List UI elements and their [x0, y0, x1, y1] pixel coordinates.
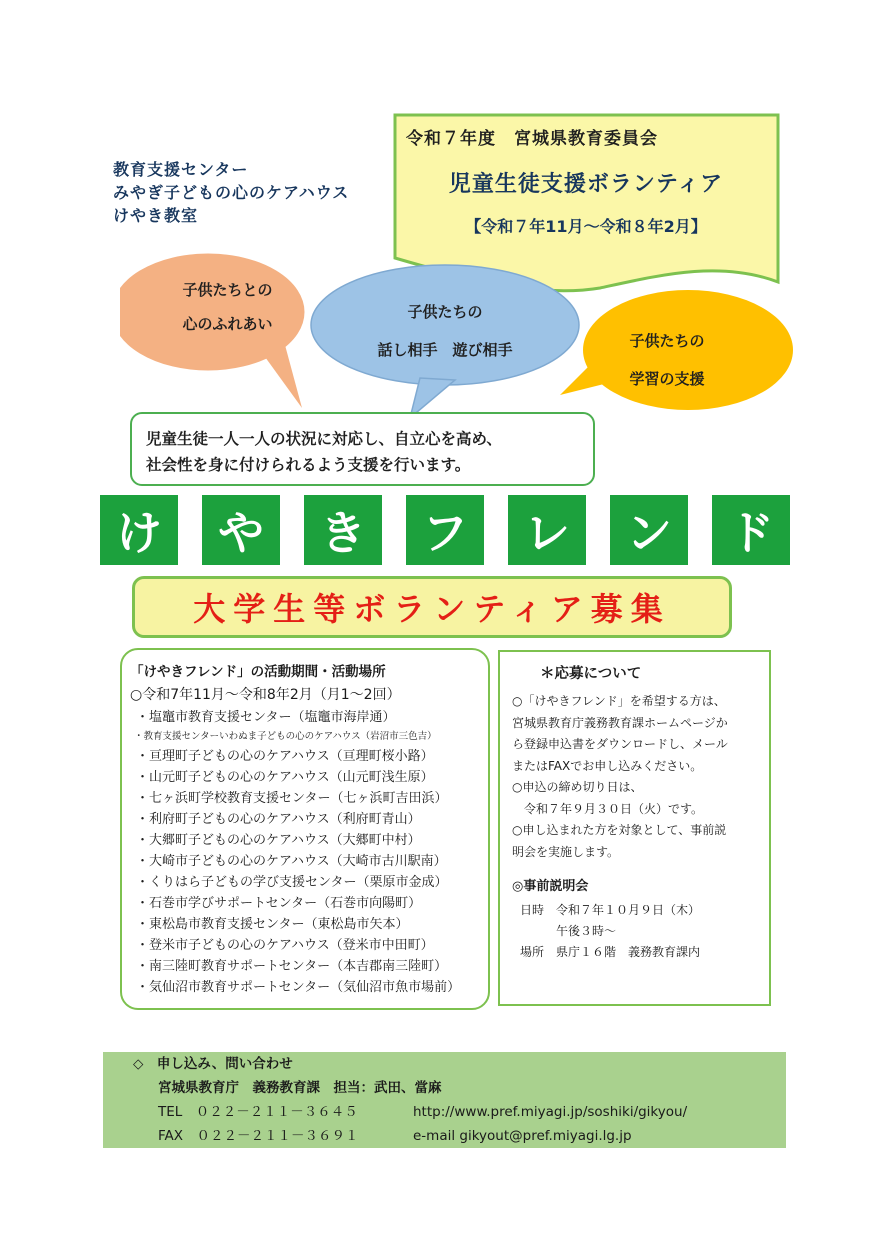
- application-line: ○申込の締め切り日は、: [512, 780, 643, 794]
- application-line: ○「けやきフレンド」を希望する方は、: [512, 694, 726, 708]
- activity-place-item: ・石巻市学びサポートセンター（石巻市向陽町）: [136, 896, 422, 911]
- bubble-orange-text: [165, 273, 290, 341]
- keyaki-friend-title: [100, 495, 790, 565]
- bubble-line: 子供たちとの: [182, 281, 273, 299]
- header-note-period: 【令和７年11月～令和８年2月】: [465, 217, 707, 236]
- briefing-line: 場所 県庁１６階 義務教育課内: [520, 945, 701, 959]
- contact-email-link[interactable]: e-mail gikyout@pref.miyagi.lg.jp: [413, 1128, 632, 1144]
- activity-place-item: ・大崎市子どもの心のケアハウス（大崎市古川駅南）: [136, 854, 447, 869]
- application-line: 令和７年９月３０日（火）です。: [512, 801, 704, 816]
- bubble-line: 心のふれあい: [182, 315, 273, 333]
- application-line: 明会を実施します。: [512, 844, 620, 859]
- briefing-line: 日時 令和７年１０月９日（木）: [520, 903, 701, 917]
- contact-url-link[interactable]: http://www.pref.miyagi.jp/soshiki/gikyou/: [413, 1104, 688, 1120]
- recruitment-banner-text: 大学生等ボランティア募集: [193, 590, 671, 628]
- activity-places-list: [130, 707, 488, 998]
- contact-tel: TEL ０２２－２１１－３６４５: [158, 1104, 358, 1120]
- org-line: 教育支援センター: [113, 160, 249, 179]
- activity-place-item: ・大郷町子どもの心のケアハウス（大郷町中村）: [136, 833, 421, 848]
- bubble-line: 話し相手 遊び相手: [377, 341, 513, 359]
- title-char-tile: ド: [712, 495, 790, 565]
- org-line: みやぎ子どもの心のケアハウス: [113, 183, 350, 202]
- bubble-line: 子供たちの: [407, 303, 483, 321]
- bubble-yellow-text: [592, 322, 742, 398]
- activity-place-item: ・登米市子どもの心のケアハウス（登米市中田町）: [136, 938, 434, 953]
- activity-place-item: ・教育支援センターいわぬま子どもの心のケアハウス（岩沼市三色吉）: [134, 731, 437, 742]
- contact-row-tel: [133, 1100, 786, 1124]
- activity-place-item: ・利府町子どもの心のケアハウス（利府町青山）: [136, 812, 421, 827]
- briefing-title: ◎事前説明会: [512, 879, 589, 894]
- header-note-year: 令和７年度 宮城県教育委員会: [406, 129, 658, 149]
- application-line: ら登録申込書をダウンロードし、メール: [512, 737, 728, 751]
- briefing-line: 午後３時～: [520, 924, 617, 938]
- application-title: ＊応募について: [540, 666, 642, 682]
- mission-line: 児童生徒一人一人の状況に対応し、自立心を高め、: [146, 430, 502, 448]
- schedule-period: ○令和7年11月～令和8年2月（月1～2回）: [130, 687, 401, 703]
- briefing-details: [512, 900, 769, 963]
- mission-line: 社会性を身に付けられるよう支援を行います。: [146, 456, 471, 474]
- bubble-line: 子供たちの: [629, 332, 705, 350]
- application-info-box: [498, 650, 771, 1006]
- activity-place-item: ・塩竈市教育支援センター（塩竈市海岸通）: [136, 710, 396, 725]
- activity-place-item: ・七ヶ浜町学校教育支援センター（七ヶ浜町吉田浜）: [136, 791, 448, 806]
- activity-place-item: ・気仙沼市教育サポートセンター（気仙沼市魚市場前）: [136, 980, 461, 995]
- recruitment-banner: [132, 576, 732, 638]
- title-char-tile: け: [100, 495, 178, 565]
- title-char-tile: き: [304, 495, 382, 565]
- contact-fax: FAX ０２２－２１１－３６９１: [158, 1128, 359, 1144]
- schedule-title: 「けやきフレンド」の活動期間・活動場所: [130, 664, 386, 680]
- title-char-tile: レ: [508, 495, 586, 565]
- bubble-blue-text: [345, 293, 545, 369]
- application-line: ○申し込まれた方を対象として、事前説: [512, 823, 727, 837]
- contact-bar: [103, 1052, 786, 1148]
- application-line: 宮城県教育庁義務教育課ホームページか: [512, 715, 728, 730]
- activity-place-item: ・山元町子どもの心のケアハウス（山元町浅生原）: [136, 770, 434, 785]
- header-note: [396, 120, 776, 237]
- application-body: [512, 691, 769, 863]
- mission-statement: [130, 412, 595, 486]
- header-note-title: 児童生徒支援ボランティア: [448, 172, 724, 197]
- activity-place-item: ・東松島市教育支援センター（東松島市矢本）: [136, 917, 409, 932]
- organization-names: [113, 158, 393, 227]
- contact-heading: ◇ 申し込み、問い合わせ: [133, 1056, 293, 1072]
- activity-schedule-box: [120, 648, 490, 1010]
- title-char-tile: フ: [406, 495, 484, 565]
- bubble-line: 学習の支援: [629, 370, 705, 388]
- contact-org: 宮城県教育庁 義務教育課 担当：武田、當麻: [158, 1080, 442, 1096]
- activity-place-item: ・くりはら子どもの学び支援センター（栗原市金成）: [136, 875, 448, 890]
- activity-place-item: ・南三陸町教育サポートセンター（本吉郡南三陸町）: [136, 959, 448, 974]
- title-char-tile: ン: [610, 495, 688, 565]
- title-char-tile: や: [202, 495, 280, 565]
- contact-row-fax: [133, 1124, 786, 1148]
- org-line: けやき教室: [113, 206, 199, 225]
- application-line: またはFAXでお申し込みください。: [512, 758, 703, 773]
- activity-place-item: ・亘理町子どもの心のケアハウス（亘理町桜小路）: [136, 749, 434, 764]
